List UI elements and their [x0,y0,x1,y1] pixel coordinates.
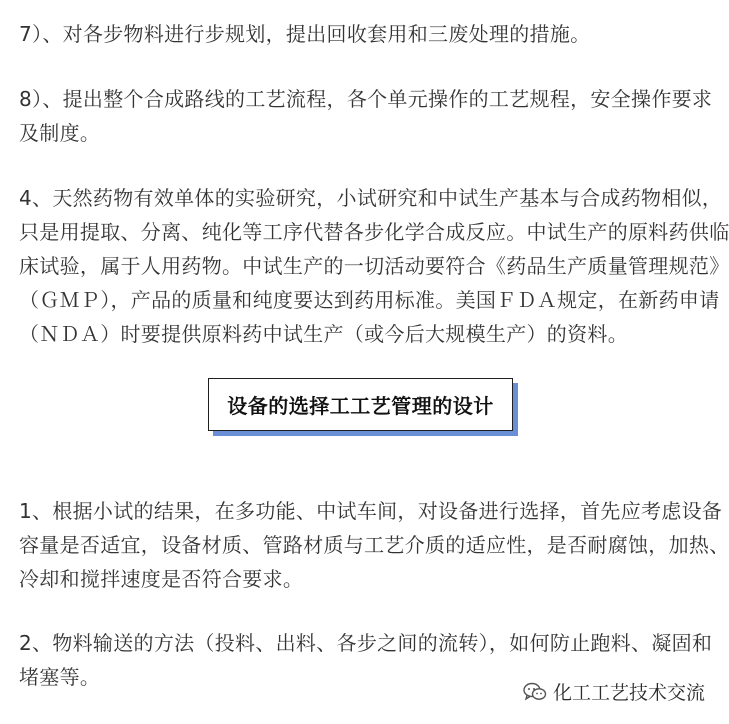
text-line: 容量是否适宜，设备材质、管路材质与工艺介质的适应性，是否耐腐蚀，加热、 [19,533,729,557]
section-heading: 设备的选择工工艺管理的设计 [227,394,494,418]
text-line: 冷却和搅拌速度是否符合要求。 [19,567,304,591]
text-line: 1、根据小试的结果，在多功能、中试车间，对设备进行选择，首先应考虑设备 [19,499,723,523]
watermark [523,678,705,705]
wechat-icon [523,682,547,702]
paragraph-step-7 [19,17,719,51]
paragraph-step-8 [19,82,719,150]
text-line: （ＧＭＰ），产品的质量和纯度要达到药用标准。美国ＦＤＡ规定，在新药申请 [19,288,720,312]
text-line: 4、天然药物有效单体的实验研究，小试研究和中试生产基本与合成药物相似， [19,186,723,210]
text-line: 2、物料输送的方法（投料、出料、各步之间的流转），如何防止跑料、凝固和 [19,631,713,655]
text-line: 及制度。 [19,121,101,145]
text-line: 7）、对各步物料进行步规划，提出回收套用和三废处理的措施。 [19,22,591,46]
paragraph-natural-drug [19,181,729,351]
section-heading-box [208,378,513,431]
paragraph-equipment-selection [19,494,729,596]
watermark-text: 化工工艺技术交流 [552,682,705,704]
text-line: 床试验，属于人用药物。中试生产的一切活动要符合《药品生产质量管理规范》 [19,254,729,278]
text-line: 8）、提出整个合成路线的工艺流程，各个单元操作的工艺规程，安全操作要求 [19,87,713,111]
text-line: （ＮＤＡ）时要提供原料药中试生产（或今后大规模生产）的资料。 [19,322,628,346]
text-line: 堵塞等。 [19,665,101,689]
text-line: 只是用提取、分离、纯化等工序代替各步化学合成反应。中试生产的原料药供临 [19,220,729,244]
